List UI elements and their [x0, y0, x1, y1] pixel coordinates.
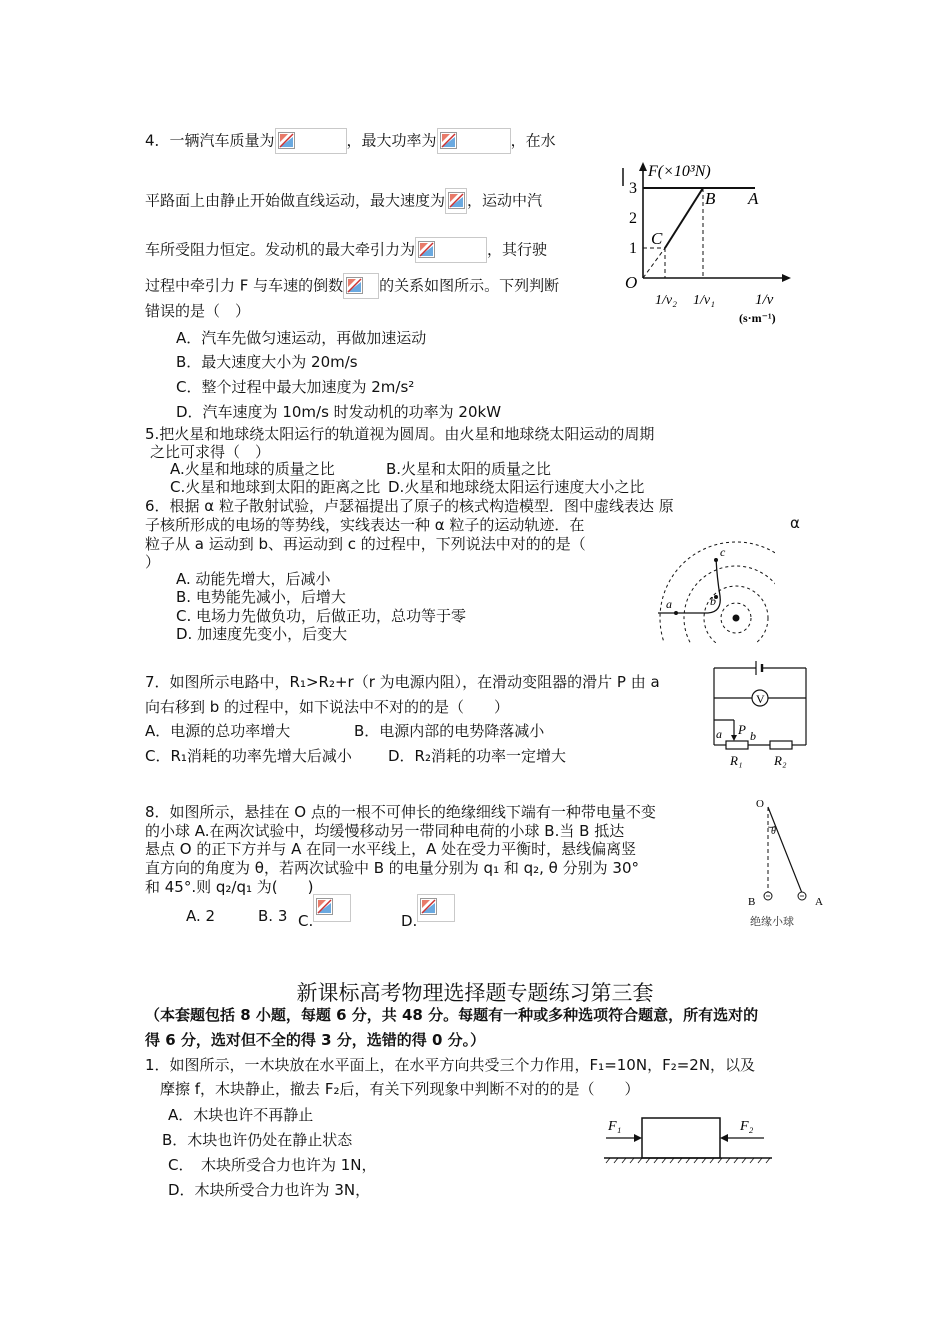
broken-image-icon: [417, 894, 455, 922]
q5-option-c: C.火星和地球到太阳的距离之比: [170, 478, 381, 496]
q5-option-a: A.火星和地球的质量之比: [170, 460, 335, 478]
label-a: a: [666, 597, 672, 611]
graph-point-b: B: [705, 189, 716, 208]
q8-pendulum-diagram: [740, 795, 830, 930]
q7-circuit-diagram: [708, 658, 813, 770]
page-title: 新课标高考物理选择题专题练习第三套: [296, 981, 654, 1005]
q6-line2: 子核所形成的电场的等势线，实线表达一种 α 粒子的运动轨迹．在: [145, 516, 585, 534]
label-a: A: [815, 896, 823, 908]
label-f1: F₁: [608, 1119, 622, 1134]
intro-line2: 得 6 分，选对但不全的得 3 分，选错的得 0 分。）: [145, 1031, 486, 1049]
graph-origin: O: [625, 273, 638, 292]
q5-option-d: D.火星和地球绕太阳运行速度大小之比: [388, 478, 645, 496]
intro-line1: （本套题包括 8 小题，每题 6 分，共 48 分。每题有一种或多种选项符合题意，所有选对的: [145, 1006, 759, 1024]
graph-xlabel: 1/v: [755, 292, 774, 308]
broken-image-icon: [445, 188, 467, 214]
label-r2: R₂: [774, 753, 787, 768]
s3-q1-line1: 1．如图所示，一木块放在水平面上，在水平方向共受三个力作用，F₁=10N，F₂=2N，以及: [145, 1056, 756, 1074]
q4-option-d: D．汽车速度为 10m/s 时发动机的功率为 20kW: [176, 403, 502, 421]
q7-option-c: C．R₁消耗的功率先增大后减小: [145, 747, 352, 765]
s3-q1-block-diagram: [600, 1110, 780, 1168]
q8-line5: 和 45°.则 q₂/q₁ 为( ): [145, 878, 314, 896]
s3-q1-option-b: B．木块也许仍处在静止状态: [162, 1131, 353, 1149]
label-b: b: [710, 594, 716, 608]
label-a: a: [716, 727, 722, 741]
q5-line2: 之比可求得（ ）: [150, 443, 271, 461]
q7-option-a: A．电源的总功率增大: [145, 722, 291, 740]
q7-option-b: B．电源内部的电势降落减小: [354, 722, 545, 740]
label-b: b: [750, 729, 756, 743]
q7-option-d: D．R₂消耗的功率一定增大: [388, 747, 566, 765]
q4-force-graph: [615, 158, 795, 328]
graph-ytick-3: 3: [629, 180, 637, 197]
q8-line4: 直方向的角度为 θ，若两次试验中 B 的电量分别为 q₁ 和 q₂, θ 分别为 30°: [145, 859, 639, 877]
q4-option-a: A．汽车先做匀速运动，再做加速运动: [176, 329, 427, 347]
label-b: B: [748, 896, 756, 908]
broken-image-icon: [275, 128, 347, 154]
graph-xtick-v2: 1/v₂: [655, 293, 677, 308]
broken-image-icon: [313, 894, 351, 922]
q8-line2: 的小球 A.在两次试验中，均缓慢移动另一带同种电荷的小球 B.当 B 抵达: [145, 822, 625, 840]
graph-xunit: (s·m⁻¹): [739, 311, 776, 325]
broken-image-icon: [437, 128, 511, 154]
nucleus: [733, 615, 740, 622]
q6-line1: 6．根据 α 粒子散射试验，卢瑟福提出了原子的核式构造模型．图中虚线表达 原: [145, 497, 674, 515]
voltmeter-label: V: [756, 692, 765, 706]
graph-ytick-2: 2: [629, 210, 637, 227]
broken-image-icon: [343, 273, 379, 299]
s3-q1-option-c: C． 木块所受合力也许为 1N，: [168, 1156, 377, 1174]
q6-option-d: D. 加速度先变小，后变大: [176, 625, 348, 643]
q4-line5: 错误的是（ ）: [145, 302, 251, 320]
q8-line3: 悬点 O 的正下方并与 A 在同一水平线上，A 处在受力平衡时，悬线偏离竖: [145, 840, 637, 858]
q4-line1: 4．一辆汽车质量为 ，最大功率为 ，在水: [145, 128, 556, 154]
q8-line1: 8．如图所示，悬挂在 O 点的一根不可伸长的绝缘细线下端有一种带电量不变: [145, 803, 656, 821]
q5-option-b: B.火星和太阳的质量之比: [386, 460, 552, 478]
caption: 绝缘小球: [750, 916, 794, 928]
q4-option-b: B．最大速度大小为 20m/s: [176, 353, 358, 371]
q8-option-a: A. 2: [186, 907, 216, 925]
q5-line1: 5.把火星和地球绕太阳运行的轨道视为圆周。由火星和地球绕太阳运动的周期: [145, 425, 655, 443]
q6-alpha: α: [790, 514, 800, 532]
q6-option-c: C. 电场力先做负功，后做正功，总功等于零: [176, 607, 467, 625]
q4-line4: 过程中牵引力 F 与车速的倒数 的关系如图所示。下列判断: [145, 273, 559, 299]
q6-option-b: B. 电势能先减小，后增大: [176, 588, 346, 606]
label-r1: R₁: [730, 753, 743, 768]
q6-line4: ）: [145, 553, 161, 571]
s3-q1-line2: 摩擦 f，木块静止，撤去 F₂后，有关下列现象中判断不对的的是（ ）: [160, 1080, 640, 1098]
label-f2: F₂: [740, 1119, 754, 1134]
s3-q1-option-d: D．木块所受合力也许为 3N，: [168, 1181, 371, 1199]
q6-option-a: A. 动能先增大，后减小: [176, 570, 331, 588]
graph-point-a: A: [748, 189, 759, 208]
broken-image-icon: [415, 237, 487, 263]
label-c: c: [720, 545, 726, 559]
q4-line2: 平路面上由静止开始做直线运动，最大速度为 ，运动中汽: [145, 188, 542, 214]
label-theta: θ: [771, 826, 776, 837]
q4-option-c: C．整个过程中最大加速度为 2m/s²: [176, 378, 415, 396]
q6-scattering-diagram: [650, 538, 775, 643]
q7-line1: 7．如图所示电路中，R₁>R₂+r（r 为电源内阻），在滑动变阻器的滑片 P 由 a: [145, 673, 660, 691]
label-o: O: [756, 798, 764, 810]
graph-ytick-1: 1: [629, 240, 637, 257]
s3-q1-option-a: A．木块也许不再静止: [168, 1106, 314, 1124]
graph-ylabel: F(×10³N): [648, 163, 711, 180]
q8-option-b: B. 3: [258, 907, 288, 925]
q4-line3: 车所受阻力恒定。发动机的最大牵引力为 ，其行驶: [145, 237, 547, 263]
q8-option-c: C.: [298, 894, 351, 922]
graph-point-c: C: [651, 229, 663, 248]
graph-xtick-v1: 1/v₁: [693, 293, 715, 308]
q6-line3: 粒子从 a 运动到 b、再运动到 c 的过程中，下列说法中对的的是（: [145, 535, 586, 553]
label-p: P: [738, 722, 746, 737]
q8-option-d: D.: [401, 894, 455, 922]
q7-line2: 向右移到 b 的过程中，如下说法中不对的的是（ ）: [145, 698, 510, 716]
